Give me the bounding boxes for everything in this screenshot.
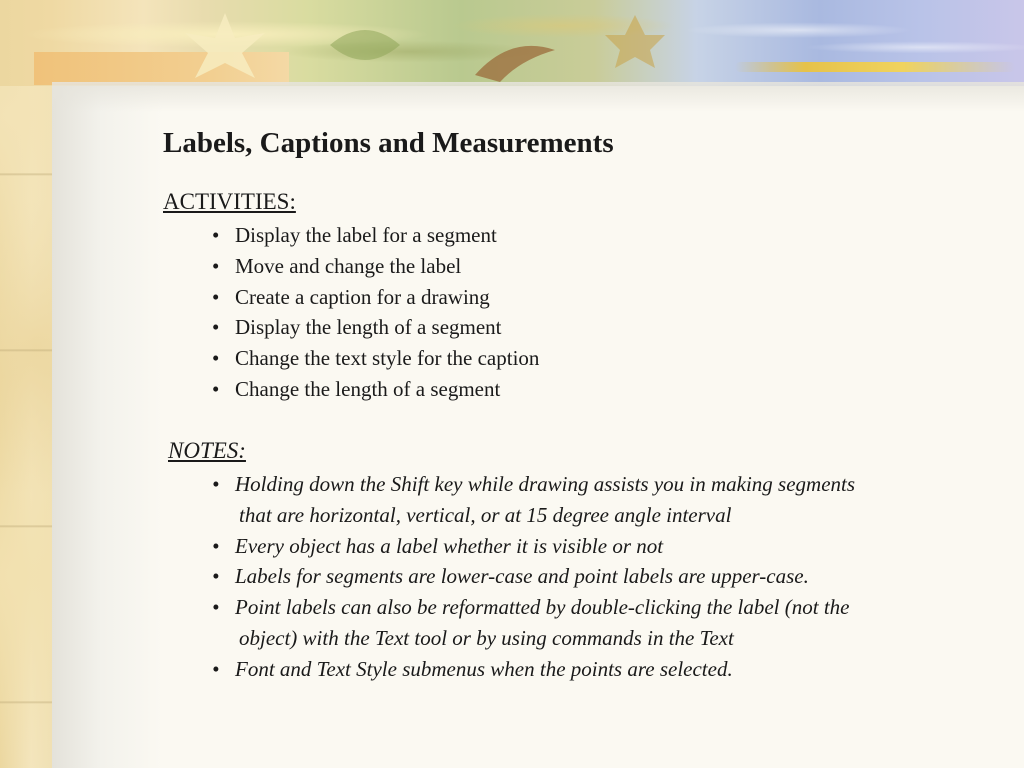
note-text: Holding down the Shift key while drawing assists you in making segments <box>235 472 856 496</box>
notes-list <box>212 469 855 685</box>
activity-item: • Change the text style for the caption <box>212 343 539 374</box>
note-item <box>212 469 855 531</box>
activity-item: • Create a caption for a drawing <box>212 282 539 313</box>
activity-item: • Display the length of a segment <box>212 312 539 343</box>
activity-item: • Change the length of a segment <box>212 374 539 405</box>
activities-list <box>212 220 539 405</box>
note-item <box>212 654 855 685</box>
notes-heading: NOTES: <box>168 438 246 463</box>
note-item <box>212 531 855 562</box>
note-text-continued: object) with the Text tool or by using commands in the Text <box>239 625 734 650</box>
activity-item: • Display the label for a segment <box>212 220 539 251</box>
activity-item: • Move and change the label <box>212 251 539 282</box>
note-text-continued: that are horizontal, vertical, or at 15 degree angle interval <box>239 502 732 527</box>
note-item <box>212 561 855 592</box>
note-text: Every object has a label whether it is visible or not <box>235 533 664 558</box>
note-text: Point labels can also be reformatted by double-clicking the label (not the <box>235 595 850 620</box>
note-text: Labels for segments are lower-case and point labels are upper-case. <box>235 564 809 589</box>
slide-title: Labels, Captions and Measurements <box>163 127 614 159</box>
note-item <box>212 592 855 654</box>
activities-heading: ACTIVITIES: <box>163 189 296 214</box>
note-text: Font and Text Style submenus when the points are selected. <box>235 656 733 681</box>
